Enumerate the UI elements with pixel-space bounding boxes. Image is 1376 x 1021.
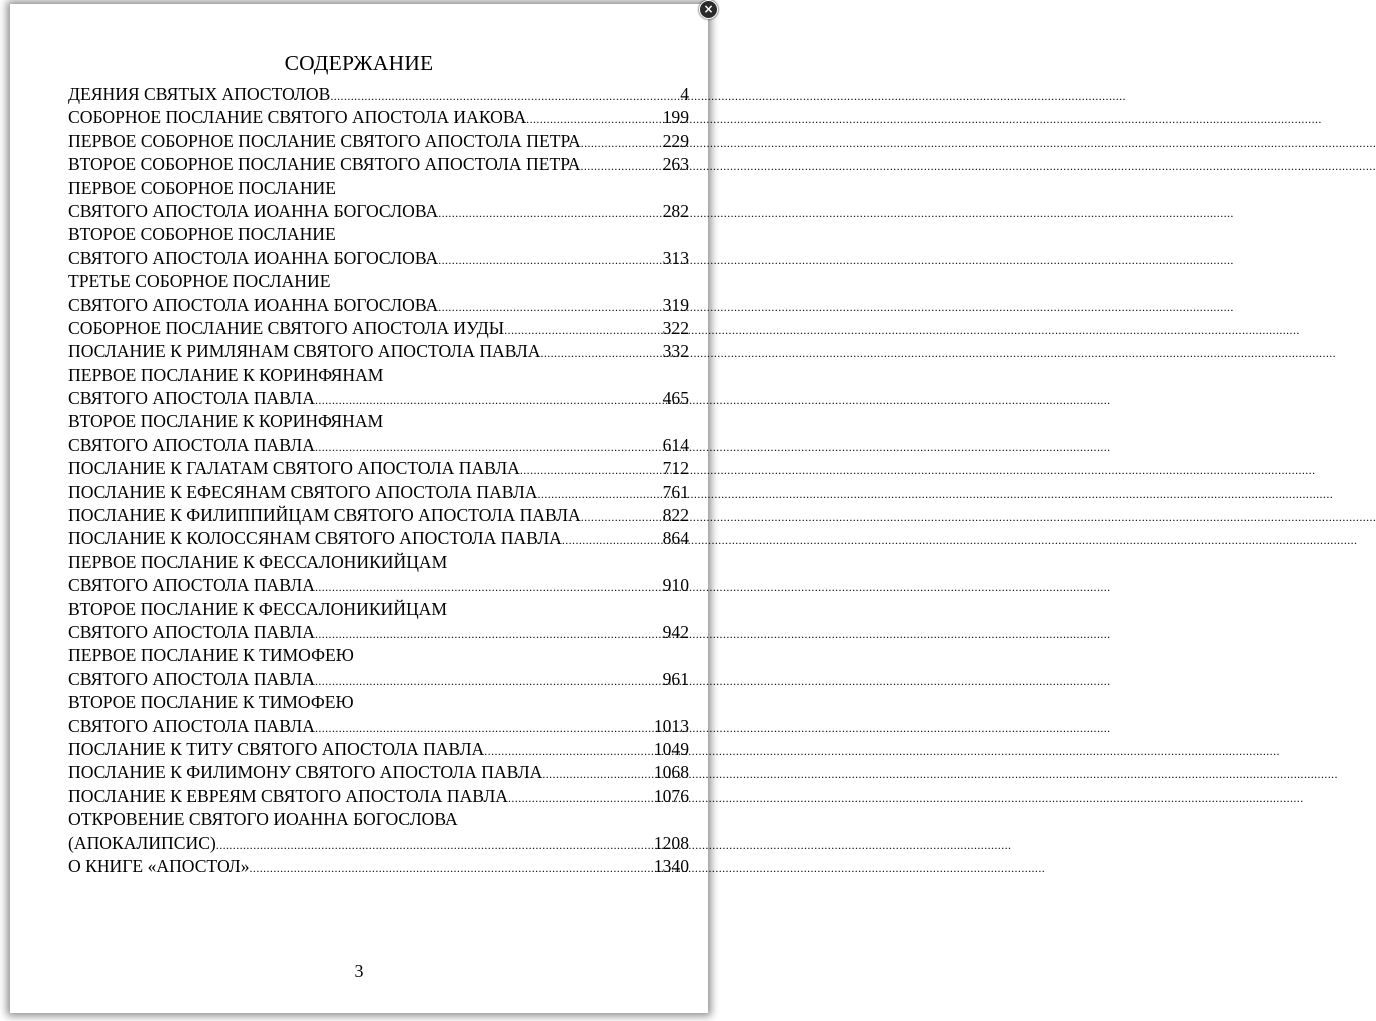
toc-entry[interactable] <box>68 457 689 480</box>
toc-entry[interactable] <box>68 153 689 176</box>
toc-entry-title: ВТОРОЕ СОБОРНОЕ ПОСЛАНИЕ СВЯТОГО АПОСТОЛА ПЕТРА <box>68 154 581 175</box>
dot-leader <box>315 576 663 599</box>
dot-leader <box>581 132 663 155</box>
dot-leader <box>540 342 662 365</box>
toc-entry[interactable] <box>68 317 689 340</box>
toc-entry[interactable] <box>68 761 689 784</box>
toc-entry-page: 961 <box>662 668 689 689</box>
toc-entry-page: 319 <box>662 294 689 315</box>
toc-entry-title: СВЯТОГО АПОСТОЛА ПАВЛА <box>68 715 315 736</box>
toc-entry[interactable] <box>68 832 689 855</box>
toc-entry[interactable] <box>68 130 689 153</box>
toc-entry[interactable] <box>68 598 689 621</box>
toc-entry[interactable] <box>68 340 689 363</box>
toc-entry-page: 313 <box>662 247 689 268</box>
toc-entry-title: ОТКРОВЕНИЕ СВЯТОГО ИОАННА БОГОСЛОВА <box>68 809 458 830</box>
toc-entry-page: 282 <box>662 200 689 221</box>
dot-leader <box>526 108 662 131</box>
toc-entry[interactable] <box>68 200 689 223</box>
toc-entry-title: ПЕРВОЕ СОБОРНОЕ ПОСЛАНИЕ <box>68 177 337 198</box>
dot-leader <box>315 389 663 412</box>
dot-leader <box>315 623 663 646</box>
toc-entry[interactable] <box>68 574 689 597</box>
dot-leader <box>542 763 653 786</box>
toc-entry[interactable] <box>68 808 689 831</box>
dot-leader <box>250 857 654 880</box>
toc-entry-title: ПОСЛАНИЕ К ТИТУ СВЯТОГО АПОСТОЛА ПАВЛА <box>68 738 485 759</box>
toc-entry[interactable] <box>68 855 689 878</box>
toc-entry-page: 4 <box>680 84 689 104</box>
toc-entry-title: ПОСЛАНИЕ К ЕФЕСЯНАМ СВЯТОГО АПОСТОЛА ПАВЛА <box>68 481 538 502</box>
dot-leader <box>504 319 662 342</box>
page-title: СОДЕРЖАНИЕ <box>284 51 434 75</box>
toc-entry-page: 614 <box>662 434 689 455</box>
toc-entry[interactable] <box>68 434 689 457</box>
toc-entry[interactable] <box>68 481 689 504</box>
toc-entry-page: 761 <box>662 481 689 502</box>
toc-entry-title: ПОСЛАНИЕ К КОЛОССЯНАМ СВЯТОГО АПОСТОЛА ПАВЛА <box>68 528 562 549</box>
toc-entry-page: 229 <box>662 130 689 151</box>
toc-entry-title: СВЯТОГО АПОСТОЛА ПАВЛА <box>68 434 315 455</box>
close-icon[interactable]: × <box>699 0 718 19</box>
toc-entry[interactable] <box>68 785 689 808</box>
toc-entry-title: ПОСЛАНИЕ К ФИЛИМОНУ СВЯТОГО АПОСТОЛА ПАВЛА <box>68 762 543 783</box>
toc-entry-page: 332 <box>662 341 689 362</box>
toc-entry[interactable] <box>68 551 689 574</box>
dot-leader <box>330 85 680 108</box>
toc-entry-title: ПЕРВОЕ ПОСЛАНИЕ К КОРИНФЯНАМ <box>68 364 384 385</box>
toc-entry-title: ВТОРОЕ ПОСЛАНИЕ К КОРИНФЯНАМ <box>68 411 384 432</box>
toc-entry-page: 712 <box>662 458 689 479</box>
toc-entry-title: ПОСЛАНИЕ К ГАЛАТАМ СВЯТОГО АПОСТОЛА ПАВЛА <box>68 458 520 479</box>
toc-entry-title: ПЕРВОЕ ПОСЛАНИЕ К ТИМОФЕЮ <box>68 645 354 666</box>
toc-entry-page: 864 <box>662 528 689 549</box>
toc-entry[interactable] <box>68 387 689 410</box>
toc-entry-title: СВЯТОГО АПОСТОЛА ПАВЛА <box>68 388 315 409</box>
dot-leader <box>538 483 663 506</box>
toc-entry-title: ПОСЛАНИЕ К ЕВРЕЯМ СВЯТОГО АПОСТОЛА ПАВЛА <box>68 785 508 806</box>
toc-entry[interactable] <box>68 294 689 317</box>
toc-entry-title: СОБОРНОЕ ПОСЛАНИЕ СВЯТОГО АПОСТОЛА ИАКОВА <box>68 107 527 128</box>
toc-entry[interactable] <box>68 177 689 200</box>
toc-entry[interactable] <box>68 410 689 433</box>
toc-entry-page: 1076 <box>653 785 689 806</box>
toc-entry-page: 910 <box>662 575 689 596</box>
dot-leader <box>315 436 663 459</box>
dot-leader <box>438 296 662 319</box>
toc-entry-page: 942 <box>662 621 689 642</box>
toc-entry[interactable] <box>68 691 689 714</box>
toc-entry-page: 1013 <box>653 715 689 736</box>
toc-entry-title: ПЕРВОЕ СОБОРНОЕ ПОСЛАНИЕ СВЯТОГО АПОСТОЛА ПЕТРА <box>68 130 581 151</box>
toc-entry-page: 1049 <box>653 738 689 759</box>
dot-leader <box>581 506 663 529</box>
toc-entry[interactable] <box>68 364 689 387</box>
toc-entry-page: 465 <box>662 388 689 409</box>
document-page <box>10 4 708 1013</box>
toc-entry[interactable] <box>68 668 689 691</box>
toc-entry-title: ПОСЛАНИЕ К РИМЛЯНАМ СВЯТОГО АПОСТОЛА ПАВЛА <box>68 341 541 362</box>
dot-leader <box>508 787 654 810</box>
toc-entry-title: ПОСЛАНИЕ К ФИЛИППИЙЦАМ СВЯТОГО АПОСТОЛА ПАВЛА <box>68 505 581 526</box>
toc-entry-title: СВЯТОГО АПОСТОЛА ИОАННА БОГОСЛОВА <box>68 294 439 315</box>
table-of-contents <box>68 83 689 878</box>
toc-entry-page: 1340 <box>653 855 689 876</box>
toc-entry-title: О КНИГЕ «АПОСТОЛ» <box>68 855 250 876</box>
toc-entry-title: СОБОРНОЕ ПОСЛАНИЕ СВЯТОГО АПОСТОЛА ИУДЫ <box>68 317 505 338</box>
toc-entry[interactable] <box>68 83 689 106</box>
page-number: 3 <box>354 961 364 981</box>
toc-entry-title: СВЯТОГО АПОСТОЛА ИОАННА БОГОСЛОВА <box>68 200 439 221</box>
toc-entry[interactable] <box>68 738 689 761</box>
dot-leader <box>315 717 654 740</box>
toc-entry-page: 263 <box>662 154 689 175</box>
toc-entry[interactable] <box>68 223 689 246</box>
toc-entry[interactable] <box>68 715 689 738</box>
dot-leader <box>216 834 654 857</box>
toc-entry[interactable] <box>68 621 689 644</box>
toc-entry-title: ПЕРВОЕ ПОСЛАНИЕ К ФЕССАЛОНИКИЙЦАМ <box>68 551 448 572</box>
toc-entry[interactable] <box>68 644 689 667</box>
dot-leader <box>438 202 662 225</box>
toc-entry[interactable] <box>68 106 689 129</box>
toc-entry-page: 199 <box>662 107 689 128</box>
toc-entry-page: 822 <box>662 505 689 526</box>
toc-entry-title: ВТОРОЕ ПОСЛАНИЕ К ФЕССАЛОНИКИЙЦАМ <box>68 598 448 619</box>
dot-leader <box>438 249 662 272</box>
dot-leader <box>580 155 662 178</box>
dot-leader <box>315 670 663 693</box>
toc-entry[interactable] <box>68 527 689 550</box>
toc-entry-page: 1208 <box>653 832 689 853</box>
toc-entry-title: ТРЕТЬЕ СОБОРНОЕ ПОСЛАНИЕ <box>68 271 331 292</box>
dot-leader <box>484 740 654 763</box>
dot-leader <box>520 459 663 482</box>
toc-entry-title: СВЯТОГО АПОСТОЛА ПАВЛА <box>68 575 315 596</box>
toc-entry[interactable] <box>68 247 689 270</box>
toc-entry-title: СВЯТОГО АПОСТОЛА ПАВЛА <box>68 668 315 689</box>
toc-entry-title: ДЕЯНИЯ СВЯТЫХ АПОСТОЛОВ <box>68 84 331 104</box>
toc-entry-page: 322 <box>662 317 689 338</box>
toc-entry[interactable] <box>68 504 689 527</box>
toc-entry-page: 1068 <box>653 762 689 783</box>
toc-entry[interactable] <box>68 270 689 293</box>
toc-entry-title: ВТОРОЕ ПОСЛАНИЕ К ТИМОФЕЮ <box>68 692 354 713</box>
toc-entry-title: ВТОРОЕ СОБОРНОЕ ПОСЛАНИЕ <box>68 224 336 245</box>
toc-entry-title: (АПОКАЛИПСИС) <box>68 832 216 853</box>
toc-entry-title: СВЯТОГО АПОСТОЛА ПАВЛА <box>68 621 315 642</box>
dot-leader <box>562 529 663 552</box>
toc-entry-title: СВЯТОГО АПОСТОЛА ИОАННА БОГОСЛОВА <box>68 247 439 268</box>
